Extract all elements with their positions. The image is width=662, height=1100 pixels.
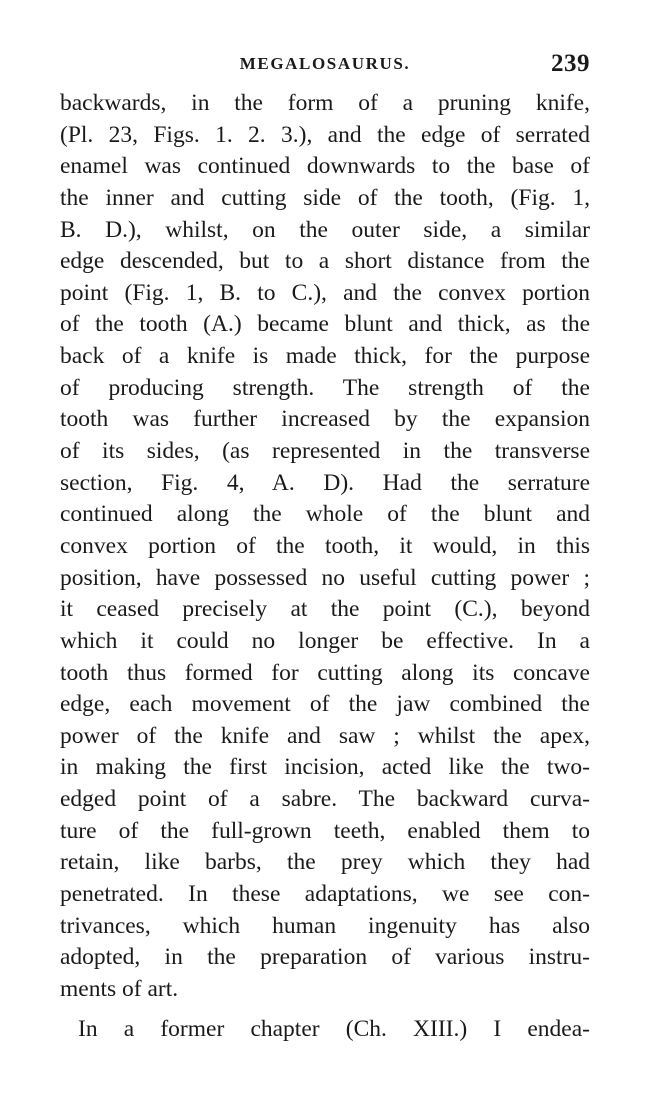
paragraph-1 <box>60 88 590 1006</box>
page-number: 239 <box>551 50 590 77</box>
text-line: ture of the full-grown teeth, enabled them to <box>60 817 590 844</box>
text-line: (Pl. 23, Figs. 1. 2. 3.), and the edge of serrated <box>60 121 590 148</box>
text-line: the inner and cutting side of the tooth, (Fig. 1, <box>60 184 590 211</box>
text-line: which it could no longer be effective. In a <box>60 627 590 654</box>
text-line: In a former chapter (Ch. XIII.) I endea- <box>78 1015 590 1042</box>
running-title: MEGALOSAURUS. <box>239 54 411 73</box>
text-line: ments of art. <box>60 975 179 1002</box>
paragraph-2 <box>60 1014 590 1046</box>
text-line: in making the first incision, acted like the two- <box>60 754 590 781</box>
body-text <box>60 88 590 1045</box>
text-line: penetrated. In these adaptations, we see con- <box>60 881 590 908</box>
text-line: of producing strength. The strength of the <box>60 374 590 401</box>
text-line: of the tooth (A.) became blunt and thick, as the <box>60 311 590 338</box>
text-line: tooth was further increased by the expansion <box>60 406 590 433</box>
text-line: edged point of a sabre. The backward curva- <box>60 786 590 813</box>
text-line: adopted, in the preparation of various instru- <box>60 944 590 971</box>
text-line: of its sides, (as represented in the transverse <box>60 438 590 465</box>
text-line: retain, like barbs, the prey which they had <box>60 849 590 876</box>
text-line: B. D.), whilst, on the outer side, a similar <box>60 216 590 243</box>
text-line: tooth thus formed for cutting along its concave <box>60 659 590 686</box>
text-line: power of the knife and saw ; whilst the apex, <box>60 722 590 749</box>
text-line: edge, each movement of the jaw combined the <box>60 691 590 718</box>
text-line: section, Fig. 4, A. D). Had the serrature <box>60 469 590 496</box>
text-line: trivances, which human ingenuity has also <box>60 912 590 939</box>
text-line: backwards, in the form of a pruning knife, <box>60 90 590 116</box>
text-line: enamel was continued downwards to the base of <box>60 153 590 180</box>
paragraph-gap <box>60 1006 590 1014</box>
text-line: convex portion of the tooth, it would, in this <box>60 532 590 559</box>
text-line: continued along the whole of the blunt and <box>60 501 590 528</box>
text-line: it ceased precisely at the point (C.), beyond <box>60 596 590 623</box>
text-line: back of a knife is made thick, for the purpose <box>60 343 590 370</box>
text-line: position, have possessed no useful cutting power ; <box>60 564 590 591</box>
text-line: point (Fig. 1, B. to C.), and the convex portion <box>60 279 590 306</box>
text-line: edge descended, but to a short distance from the <box>60 248 590 275</box>
running-head <box>60 50 590 84</box>
